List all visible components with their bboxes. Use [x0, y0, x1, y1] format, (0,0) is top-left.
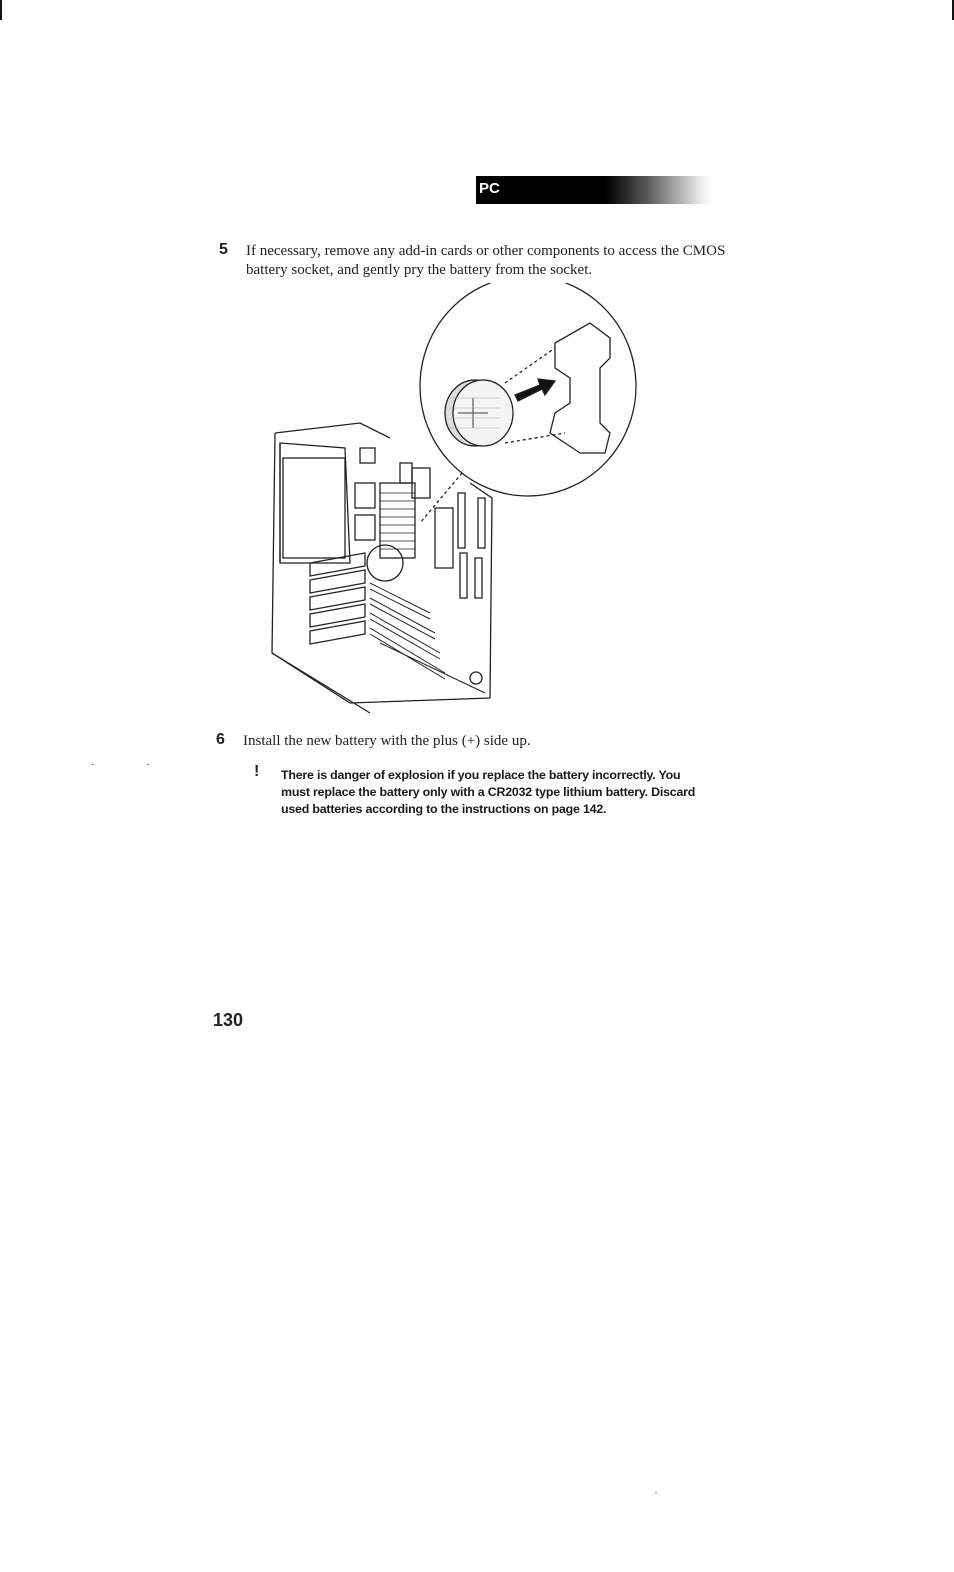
step-number: 5	[219, 241, 228, 258]
scan-speck	[92, 764, 94, 765]
step-text: Install the new battery with the plus (+) side up.	[243, 733, 531, 749]
scan-speck	[655, 1492, 657, 1493]
scan-speck	[147, 764, 149, 765]
page-number: 130	[213, 1010, 244, 1030]
cmos-battery-illustration	[250, 283, 650, 723]
warning-text: There is danger of explosion if you replace the battery incorrectly. You must replace the battery only with a CR2032 type lithium battery. Discard used batteries according to the instructions on page 142.	[281, 768, 696, 816]
step-text: If necessary, remove any add-in cards or other components to access the CMOS battery socket, and gently pry the battery from the socket.	[246, 243, 726, 278]
crop-mark-left	[0, 0, 2, 20]
warning-icon: !	[254, 763, 260, 780]
step-number: 6	[216, 731, 225, 748]
chapter-header-label: PC	[479, 180, 500, 197]
chapter-header-bar	[476, 176, 712, 204]
